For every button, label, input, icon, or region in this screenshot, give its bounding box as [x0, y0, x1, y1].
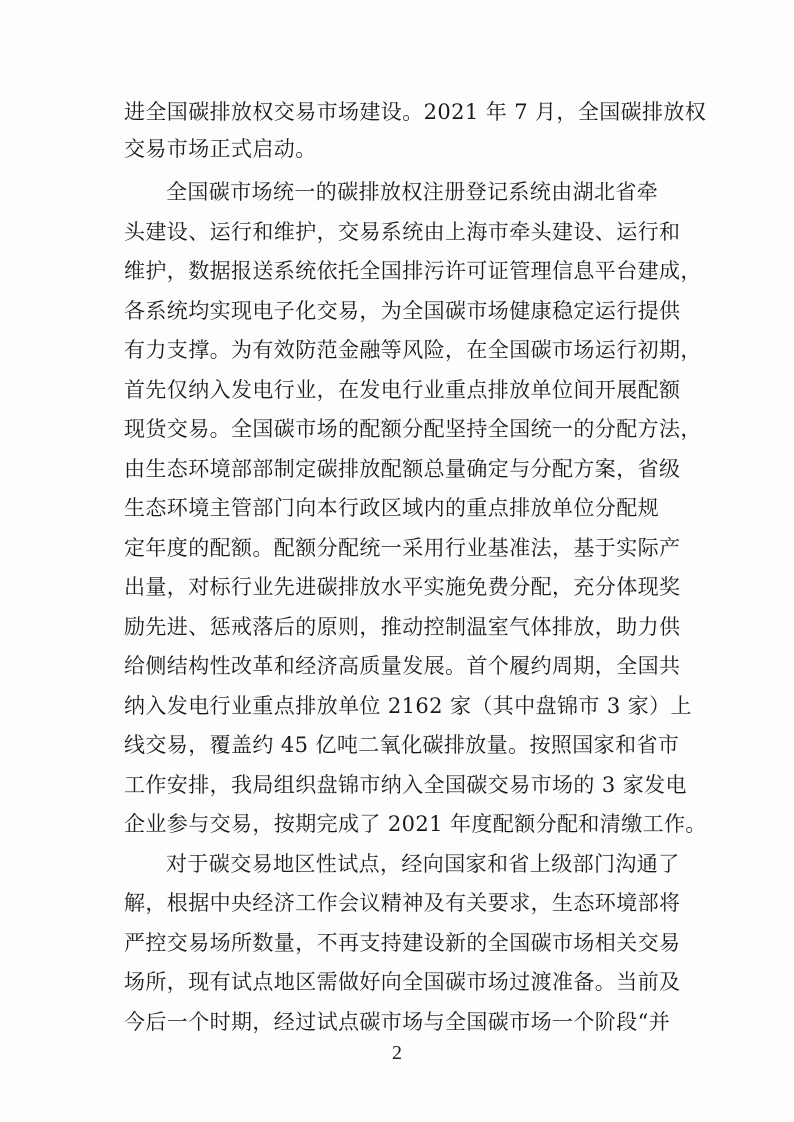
text-line-2: 交易市场正式启动。 [124, 137, 317, 161]
text-line-12: 定年度的配额。配额分配统一采用行业基准法，基于实际产 [124, 536, 681, 560]
text-line-7: 有力支撑。为有效防范金融等风险，在全国碳市场运行初期， [124, 338, 702, 362]
text-line-3: 全国碳市场统一的碳排放权注册登记系统由湖北省牵 [166, 180, 659, 204]
text-line-19: 企业参与交易，按期完成了 2021 年度配额分配和清缴工作。 [124, 812, 707, 836]
text-line-15: 给侧结构性改革和经济高质量发展。首个履约周期，全国共 [124, 654, 681, 678]
text-line-6: 各系统均实现电子化交易，为全国碳市场健康稳定运行提供 [124, 299, 681, 323]
text-line-17: 线交易，覆盖约 45 亿吨二氧化碳排放量。按照国家和省市 [124, 733, 680, 757]
text-line-14: 励先进、惩戒落后的原则，推动控制温室气体排放，助力供 [124, 615, 681, 639]
text-line-24: 今后一个时期，经过试点碳市场与全国碳市场一个阶段“并 [124, 1010, 671, 1034]
page-number: 2 [392, 1042, 402, 1064]
text-line-1: 进全国碳排放权交易市场建设。2021 年 7 月，全国碳排放权 [124, 100, 707, 124]
text-line-4: 头建设、运行和维护，交易系统由上海市牵头建设、运行和 [124, 220, 681, 244]
text-line-16: 纳入发电行业重点排放单位 2162 家（其中盘锦市 3 家）上 [124, 694, 692, 718]
text-line-18: 工作安排，我局组织盘锦市纳入全国碳交易市场的 3 家发电 [124, 773, 687, 797]
text-line-5: 维护，数据报送系统依托全国排污许可证管理信息平台建成， [124, 259, 702, 283]
text-line-11: 生态环境主管部门向本行政区域内的重点排放单位分配规 [124, 496, 659, 520]
text-line-8: 首先仅纳入发电行业，在发电行业重点排放单位间开展配额 [124, 378, 681, 402]
text-line-9: 现货交易。全国碳市场的配额分配坚持全国统一的分配方法， [124, 417, 702, 441]
text-line-20: 对于碳交易地区性试点，经向国家和省上级部门沟通了 [166, 852, 680, 876]
text-line-22: 严控交易场所数量，不再支持建设新的全国碳市场相关交易 [124, 931, 681, 955]
text-line-21: 解，根据中央经济工作会议精神及有关要求，生态环境部将 [124, 891, 681, 915]
text-line-23: 场所，现有试点地区需做好向全国碳市场过渡准备。当前及 [124, 970, 681, 994]
text-line-10: 由生态环境部部制定碳排放配额总量确定与分配方案，省级 [124, 457, 681, 481]
text-line-13: 出量，对标行业先进碳排放水平实施免费分配，充分体现奖 [124, 575, 681, 599]
